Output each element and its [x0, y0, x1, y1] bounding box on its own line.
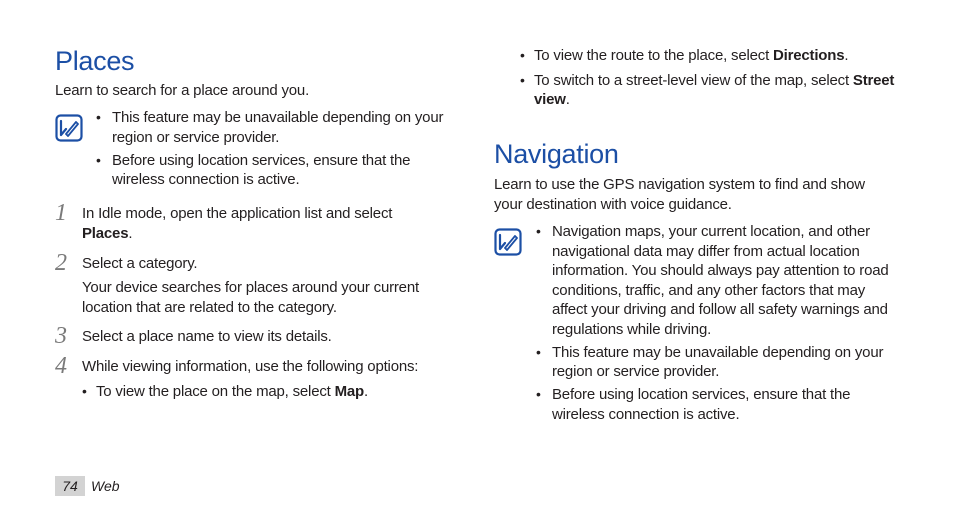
step-text	[82, 204, 432, 243]
step-2	[55, 250, 455, 318]
places-note-item: • This feature may be unavailable depending on your region or service provider.	[96, 108, 446, 147]
step-bold-term: Places	[82, 224, 129, 242]
step-text: Select a place name to view its details.	[82, 328, 332, 345]
option-text: .	[844, 47, 849, 64]
navigation-title: Navigation	[494, 139, 619, 169]
option-bold-term: Street view	[534, 71, 895, 108]
navigation-note-item: • Before using location services, ensure that the wireless connection is active.	[536, 385, 901, 424]
step-text: Select a category.	[82, 255, 198, 272]
step-text-part: .	[128, 224, 133, 242]
step-1	[55, 200, 455, 246]
option-item	[520, 71, 900, 110]
navigation-note	[494, 222, 904, 432]
section-name: Web	[91, 478, 120, 494]
step-number: 4	[55, 353, 67, 379]
option-text: .	[363, 383, 368, 400]
option-bold-term: Map	[334, 383, 364, 400]
option-item	[520, 46, 900, 66]
page-number: 74	[55, 476, 85, 496]
step-text-part: In Idle mode, open the application list and select	[82, 205, 393, 222]
places-note-list	[96, 108, 446, 193]
option-bold-term: Directions	[773, 47, 845, 64]
options-list-right	[520, 46, 900, 115]
step-detail: Your device searches for places around your current location that are related to the category.	[82, 279, 419, 316]
navigation-note-item: • Navigation maps, your current location, and other navigational data may differ from actual location information. You should always pay attention to road conditions, traffic, and any other factors that may affect your driving and follow all safety warnings and regulations while driving.	[536, 222, 901, 339]
page-footer	[55, 476, 120, 496]
places-intro: Learn to search for a place around you.	[55, 82, 310, 99]
option-text: To view the route to the place, select	[534, 47, 774, 64]
note-pencil-icon	[55, 114, 83, 142]
option-text: To view the place on the map, select	[96, 383, 335, 400]
navigation-intro: Learn to use the GPS navigation system to find and show your destination with voice guidance.	[494, 176, 865, 213]
navigation-note-item: • This feature may be unavailable depending on your region or service provider.	[536, 343, 901, 382]
option-text: To switch to a street-level view of the map, select	[534, 71, 853, 89]
note-pencil-icon	[494, 228, 522, 256]
option-text: .	[565, 91, 570, 108]
step-number: 1	[55, 200, 67, 226]
places-note-item: • Before using location services, ensure that the wireless connection is active.	[96, 151, 446, 190]
step-number: 2	[55, 250, 67, 276]
places-note	[55, 108, 455, 198]
step-number: 3	[55, 323, 67, 349]
step-4	[55, 353, 455, 379]
step-3	[55, 323, 455, 349]
places-title: Places	[55, 46, 135, 76]
navigation-note-list	[536, 222, 901, 428]
step-text: While viewing information, use the following options:	[82, 358, 419, 375]
options-list-left	[82, 382, 452, 407]
option-item	[82, 382, 452, 402]
